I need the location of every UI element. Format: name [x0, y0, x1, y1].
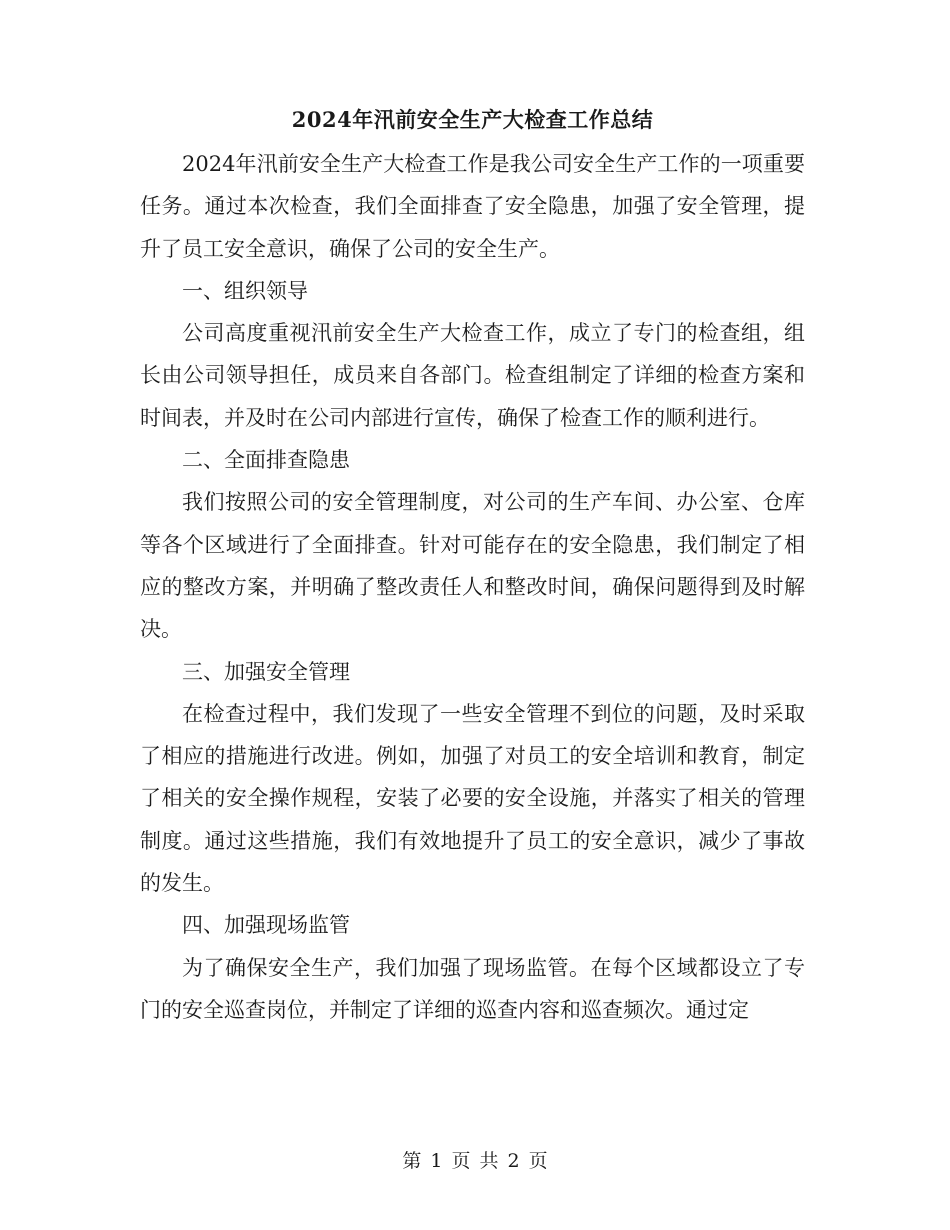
hazard-check-paragraph: 我们按照公司的安全管理制度，对公司的生产车间、办公室、仓库等各个区域进行了全面排查。针对可能存在的安全隐患，我们制定了相应的整改方案，并明确了整改责任人和整改时间，确保问题得到及时解决。: [140, 490, 805, 642]
section-heading-safety-management: 三、加强安全管理: [182, 659, 350, 684]
safety-management-paragraph: 在检查过程中，我们发现了一些安全管理不到位的问题，及时采取了相应的措施进行改进。例如，加强了对员工的安全培训和教育，制定了相关的安全操作规程，安装了必要的安全设施，并落实了相关的管理制度。通过这些措施，我们有效地提升了员工的安全意识，减少了事故的发生。: [140, 701, 805, 896]
site-supervision-paragraph: 为了确保安全生产，我们加强了现场监管。在每个区域都设立了专门的安全巡查岗位，并制定了详细的巡查内容和巡查频次。通过定: [140, 955, 805, 1022]
intro-paragraph: 2024年汛前安全生产大检查工作是我公司安全生产工作的一项重要任务。通过本次检查，我们全面排查了安全隐患，加强了安全管理，提升了员工安全意识，确保了公司的安全生产。: [140, 152, 805, 261]
section-heading-site-supervision: 四、加强现场监管: [182, 913, 350, 938]
document-title: 2024年汛前安全生产大检查工作总结: [291, 107, 654, 132]
page-number-footer: 第 1 页 共 2 页: [402, 1150, 548, 1172]
document-page: [140, 100, 805, 1031]
section-heading-hazard-check: 二、全面排查隐患: [182, 448, 350, 473]
organization-paragraph: 公司高度重视汛前安全生产大检查工作，成立了专门的检查组，组长由公司领导担任，成员来自各部门。检查组制定了详细的检查方案和时间表，并及时在公司内部进行宣传，确保了检查工作的顺利进行。: [140, 321, 805, 430]
section-heading-organization: 一、组织领导: [182, 278, 308, 303]
